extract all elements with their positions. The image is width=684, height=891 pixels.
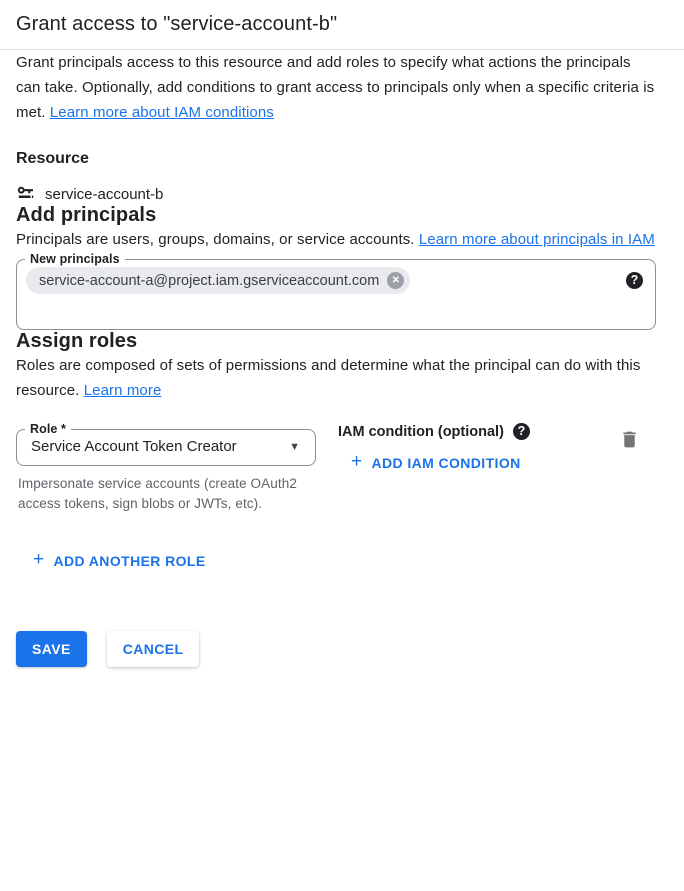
condition-label-row	[338, 422, 619, 440]
add-principals-heading: Add principals	[16, 204, 157, 226]
dialog-actions	[16, 631, 656, 667]
resource-heading: Resource	[16, 150, 89, 167]
principal-chip-label: service-account-a@project.iam.gserviceaccount.com	[39, 272, 380, 289]
add-principals-text-body: Principals are users, groups, domains, or service accounts.	[16, 231, 419, 248]
help-icon: ?	[630, 273, 639, 288]
trash-icon	[619, 429, 640, 450]
role-label: Role *	[30, 422, 67, 436]
assign-roles-text-body: Roles are composed of sets of permissions and determine what the principal can do with this resource.	[16, 357, 641, 399]
service-account-icon	[16, 184, 36, 204]
new-principals-input[interactable]	[17, 266, 655, 329]
chevron-down-icon: ▼	[289, 440, 300, 453]
role-select[interactable]	[17, 436, 315, 465]
add-iam-condition-button[interactable]	[351, 453, 521, 472]
role-column	[16, 422, 316, 514]
add-iam-condition-label: ADD IAM CONDITION	[371, 454, 521, 471]
resource-name: service-account-b	[45, 185, 164, 203]
role-selected-value: Service Account Token Creator	[31, 438, 237, 455]
add-principals-text	[16, 227, 656, 252]
help-icon: ?	[517, 424, 526, 439]
intro-text	[16, 50, 656, 125]
condition-column	[338, 422, 619, 473]
intro-text-body: Grant principals access to this resource and add roles to specify what actions the principals can take. Optionally, add conditions to grant access to principals only when a specific criteria is met.	[16, 54, 655, 121]
add-another-role-button[interactable]	[33, 551, 206, 570]
principals-learn-more-link[interactable]: Learn more about principals in IAM	[418, 231, 655, 248]
assign-roles-heading: Assign roles	[16, 330, 138, 352]
cancel-button[interactable]: CANCEL	[107, 631, 200, 667]
close-icon: ✕	[391, 274, 400, 286]
chip-remove-icon[interactable]	[387, 272, 404, 289]
save-button[interactable]: SAVE	[16, 631, 87, 667]
role-helper-text: Impersonate service accounts (create OAuth2 access tokens, sign blobs or JWTs, etc).	[18, 476, 297, 511]
principals-help-icon[interactable]	[626, 272, 643, 289]
role-field	[16, 422, 316, 466]
new-principals-label: New principals	[30, 252, 120, 266]
resource-row	[16, 184, 656, 204]
role-row	[16, 422, 656, 514]
condition-help-icon[interactable]	[513, 423, 530, 440]
roles-learn-more-link[interactable]: Learn more	[83, 382, 162, 399]
plus-icon: +	[33, 549, 45, 570]
plus-icon: +	[351, 451, 363, 472]
dialog-title: Grant access to "service-account-b"	[16, 13, 338, 35]
dialog-content	[0, 50, 684, 667]
add-another-role-label: ADD ANOTHER ROLE	[53, 552, 206, 569]
new-principals-field	[16, 252, 656, 330]
principal-chip[interactable]	[26, 267, 410, 294]
delete-role-button[interactable]	[619, 429, 640, 450]
iam-conditions-learn-more-link[interactable]: Learn more about IAM conditions	[49, 104, 274, 121]
assign-roles-text	[16, 353, 656, 403]
condition-label: IAM condition (optional)	[338, 423, 504, 440]
dialog-header	[0, 0, 684, 50]
